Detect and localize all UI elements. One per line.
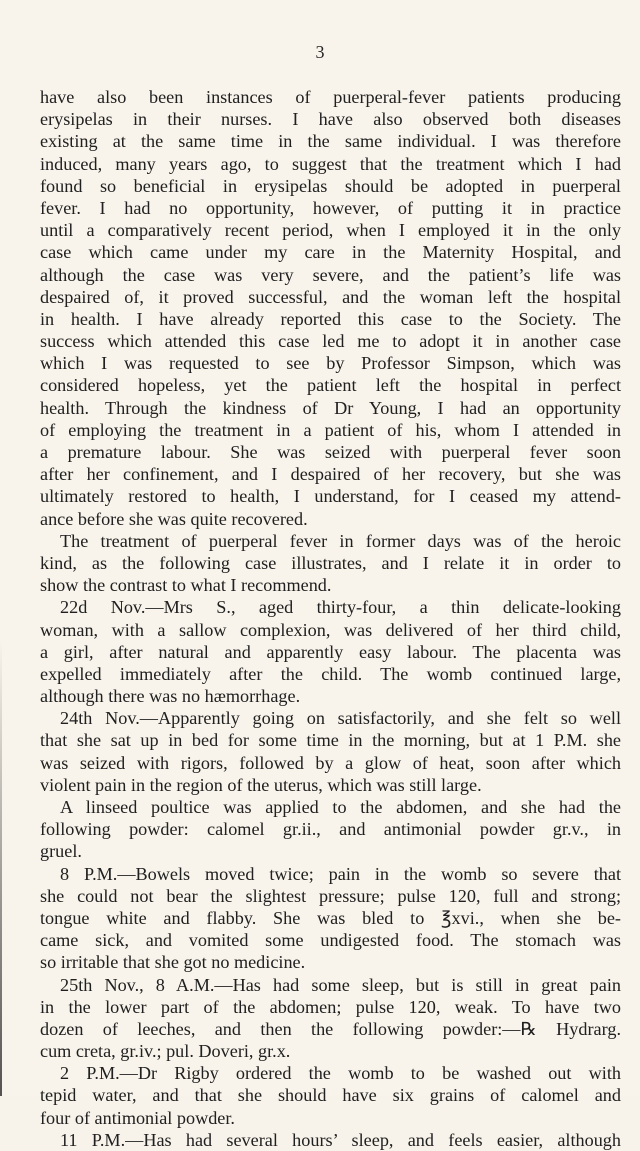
text-line: The treatment of puerperal fever in former days was of the heroic	[60, 530, 621, 551]
text-line: four of antimonial powder.	[40, 1107, 235, 1128]
text-line: health. Through the kindness of Dr Young, I had an opportunity	[40, 397, 621, 418]
text-line: so irritable that she got no medicine.	[40, 952, 306, 973]
text-line: gruel.	[40, 841, 82, 862]
text-line: 8 P.M.—Bowels moved twice; pain in the womb so severe that	[60, 863, 621, 884]
text-line: which I was requested to see by Professor Simpson, which was	[40, 353, 621, 374]
text-line: despaired of, it proved successful, and the woman left the hospital	[40, 286, 621, 307]
text-line: fever. I had no opportunity, however, of putting it in practice	[40, 197, 621, 218]
text-line: kind, as the following case illustrates, and I relate it in order to	[40, 552, 621, 573]
text-line: that she sat up in bed for some time in the morning, but at 1 P.M. she	[40, 730, 621, 751]
text-line: after her confinement, and I despaired of her recovery, but she was	[40, 464, 621, 485]
text-line: case which came under my care in the Maternity Hospital, and	[40, 242, 621, 263]
text-line: dozen of leeches, and then the following powder:—℞ Hydrarg.	[40, 1018, 621, 1039]
text-line: A linseed poultice was applied to the abdomen, and she had the	[60, 797, 621, 817]
body-text	[40, 86, 621, 1151]
text-line: 24th Nov.—Apparently going on satisfactorily, and she felt so well	[60, 708, 621, 729]
text-line: have also been instances of puerperal-fever patients producing	[40, 87, 621, 107]
text-line: considered hopeless, yet the patient left the hospital in perfect	[40, 375, 621, 396]
text-line: until a comparatively recent period, when I employed it in the only	[40, 220, 621, 241]
text-line: although there was no hæmorrhage.	[40, 686, 301, 707]
text-line: following powder: calomel gr.ii., and antimonial powder gr.v., in	[40, 819, 621, 840]
text-line: show the contrast to what I recommend.	[40, 575, 332, 596]
text-line: a premature labour. She was seized with puerperal fever soon	[40, 442, 621, 462]
text-line: was seized with rigors, followed by a glow of heat, soon after which	[40, 752, 621, 773]
text-line: in health. I have already reported this case to the Society. The	[40, 308, 621, 329]
text-line: ance before she was quite recovered.	[40, 508, 308, 529]
text-line: existing at the same time in the same individual. I was therefore	[40, 131, 621, 152]
text-line: of employing the treatment in a patient of his, whom I attended in	[40, 419, 621, 440]
text-line: ultimately restored to health, I understand, for I ceased my attend-	[40, 486, 621, 507]
text-line: found so beneficial in erysipelas should be adopted in puerperal	[40, 175, 621, 196]
page-edge-shadow	[0, 640, 2, 1096]
text-line: violent pain in the region of the uterus, which was still large.	[40, 774, 482, 795]
text-line: 2 P.M.—Dr Rigby ordered the womb to be washed out with	[60, 1063, 621, 1084]
text-line: tongue white and flabby. She was bled to ℥xvi., when she be-	[40, 907, 621, 928]
text-line: 11 P.M.—Has had several hours’ sleep, and feels easier, although	[60, 1129, 621, 1150]
text-line: she could not bear the slightest pressure; pulse 120, full and strong;	[40, 885, 621, 906]
text-line: came sick, and vomited some undigested food. The stomach was	[40, 930, 621, 951]
text-line: in the lower part of the abdomen; pulse 120, weak. To have two	[40, 996, 621, 1017]
text-line: a girl, after natural and apparently easy labour. The placenta was	[40, 641, 621, 662]
text-line: expelled immediately after the child. The womb continued large,	[40, 663, 621, 684]
text-line: erysipelas in their nurses. I have also observed both diseases	[40, 109, 621, 130]
text-line: tepid water, and that she should have six grains of calomel and	[40, 1085, 621, 1106]
text-line: although the case was very severe, and the patient’s life was	[40, 264, 621, 285]
text-line: 25th Nov., 8 A.M.—Has had some sleep, but is still in great pain	[60, 974, 621, 995]
text-line: induced, many years ago, to suggest that the treatment which I had	[40, 153, 621, 174]
text-line: success which attended this case led me to adopt it in another case	[40, 331, 621, 352]
text-line: cum creta, gr.iv.; pul. Doveri, gr.x.	[40, 1041, 291, 1062]
page-number: 3	[315, 42, 325, 62]
text-line: woman, with a sallow complexion, was delivered of her third child,	[40, 619, 621, 640]
text-line: 22d Nov.—Mrs S., aged thirty-four, a thin delicate-looking	[60, 597, 621, 618]
